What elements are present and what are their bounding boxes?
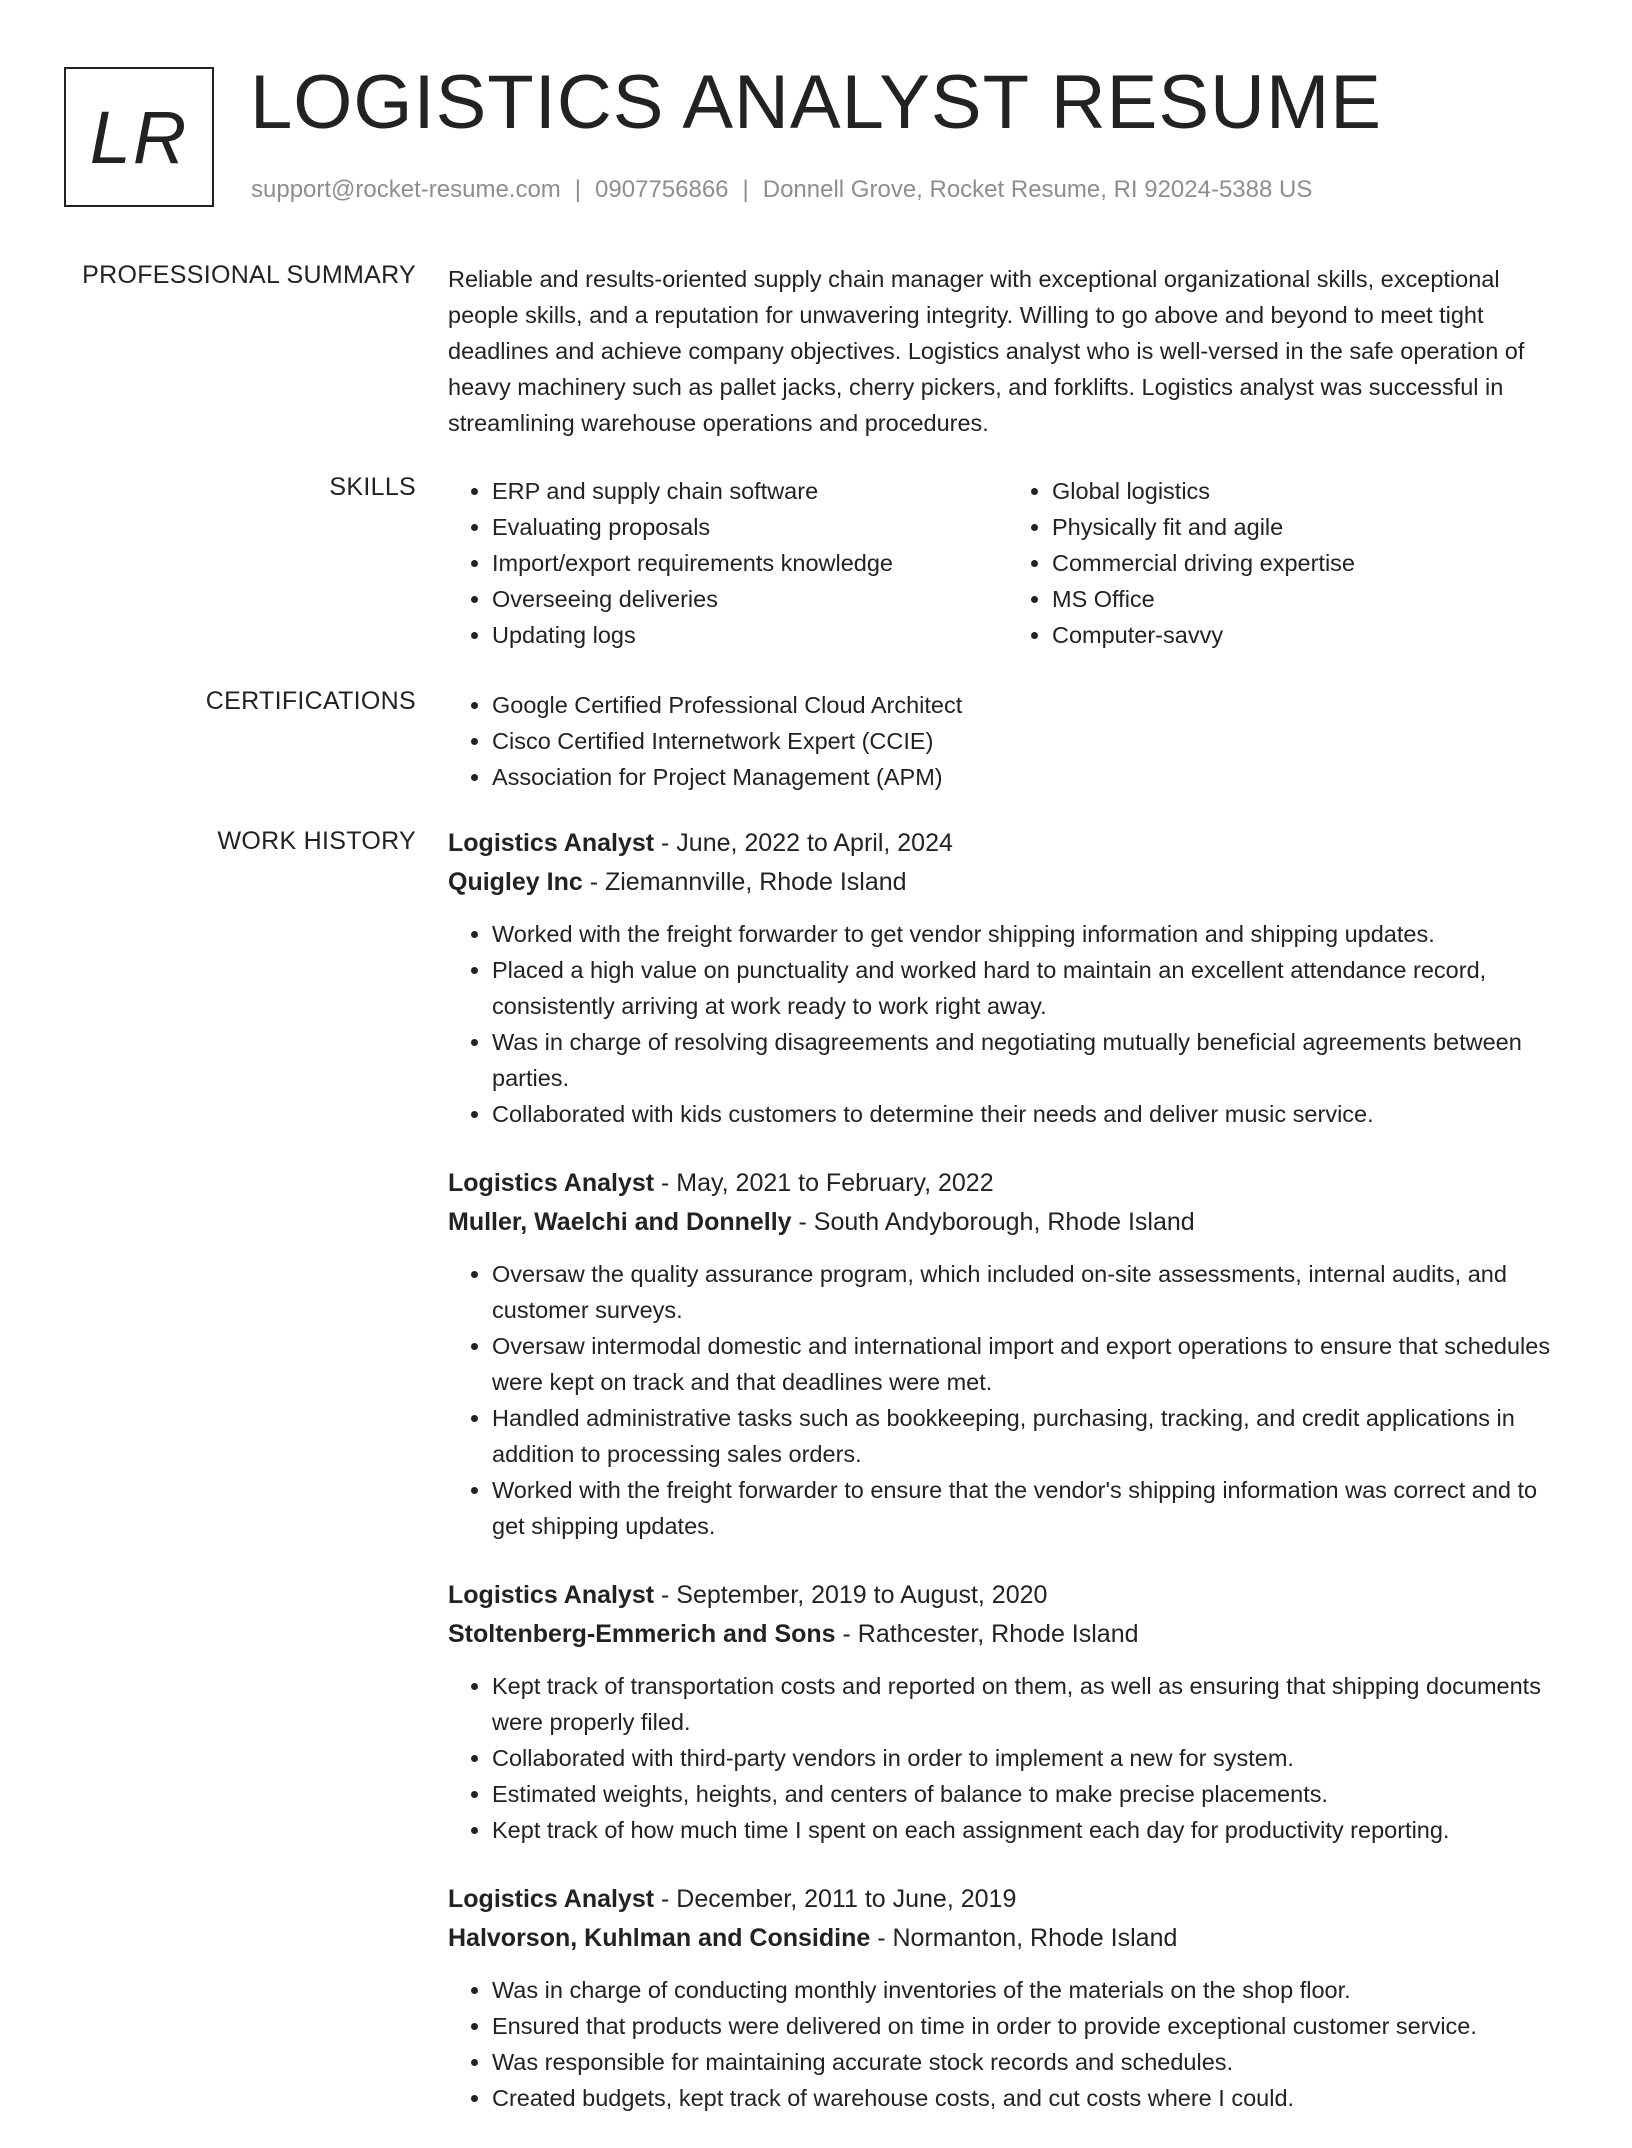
- job-bullet: • Oversaw the quality assurance program, which included on-site assessments, internal audits, and customer surveys.: [492, 1256, 1568, 1328]
- job-bullet: • Collaborated with kids customers to determine their needs and deliver music service.: [492, 1096, 1568, 1132]
- job-location: - Ziemannville, Rhode Island: [582, 868, 907, 896]
- job-dates: - December, 2011 to June, 2019: [654, 1885, 1017, 1913]
- skills-list-right: [1008, 473, 1568, 653]
- section-label-work-history: WORK HISTORY: [217, 827, 416, 855]
- job-company: Stoltenberg-Emmerich and Sons: [448, 1620, 836, 1648]
- job-bullet: • Kept track of transportation costs and reported on them, as well as ensuring that shipping documents were properly filed.: [492, 1668, 1568, 1740]
- job-dates: - September, 2019 to August, 2020: [654, 1581, 1048, 1609]
- job-bullet: • Ensured that products were delivered on time in order to provide exceptional customer service.: [492, 2008, 1568, 2044]
- job-bullet: • Placed a high value on punctuality and worked hard to maintain an excellent attendance record, consistently arriving at work ready to work right away.: [492, 952, 1568, 1024]
- resume-title: LOGISTICS ANALYST RESUME: [250, 60, 1382, 145]
- job-company-line: [448, 1919, 1568, 1958]
- job-dates: - June, 2022 to April, 2024: [654, 829, 953, 857]
- certification-item: • Cisco Certified Internetwork Expert (CCIE): [492, 723, 1568, 759]
- job-title: Logistics Analyst: [448, 1885, 655, 1913]
- skill-item: • Overseeing deliveries: [492, 581, 1008, 617]
- job-bullet: • Oversaw intermodal domestic and international import and export operations to ensure that schedules were kept on track and that deadlines were met.: [492, 1328, 1568, 1400]
- job-bullets: [448, 1256, 1568, 1544]
- certification-item: • Association for Project Management (APM): [492, 759, 1568, 795]
- skill-item: • Global logistics: [1052, 473, 1568, 509]
- skill-item: • Import/export requirements knowledge: [492, 545, 1008, 581]
- contact-phone: 0907756866: [595, 176, 729, 203]
- skill-item: • Commercial driving expertise: [1052, 545, 1568, 581]
- job-bullet: • Was in charge of conducting monthly inventories of the materials on the shop floor.: [492, 1972, 1568, 2008]
- contact-address: Donnell Grove, Rocket Resume, RI 92024-5388 US: [762, 176, 1313, 203]
- skill-item: • Computer-savvy: [1052, 617, 1568, 653]
- contact-email: support@rocket-resume.com: [251, 176, 561, 203]
- job-title-line: [448, 1164, 1568, 1203]
- section-label-skills: SKILLS: [329, 473, 416, 501]
- job-bullet: • Created budgets, kept track of warehouse costs, and cut costs where I could.: [492, 2080, 1568, 2116]
- job-bullets: [448, 1668, 1568, 1848]
- job-company-line: [448, 863, 1568, 902]
- skill-item: • Evaluating proposals: [492, 509, 1008, 545]
- section-label-certifications: CERTIFICATIONS: [205, 687, 416, 715]
- monogram-logo: LR: [64, 67, 214, 207]
- job-bullet: • Worked with the freight forwarder to ensure that the vendor's shipping information was correct and to get shipping updates.: [492, 1472, 1568, 1544]
- job-title: Logistics Analyst: [448, 1581, 655, 1609]
- job-bullet: • Was responsible for maintaining accurate stock records and schedules.: [492, 2044, 1568, 2080]
- summary-text: Reliable and results-oriented supply chain manager with exceptional organizational skills, exceptional people skills, and a reputation for unwavering integrity. Willing to go above and beyond to meet tight deadlines and achieve company objectives. Logistics analyst who is well-versed in the safe operation of heavy machinery such as pallet jacks, cherry pickers, and forklifts. Logistics analyst was successful in streamlining warehouse operations and procedures.: [448, 266, 1525, 436]
- job-title-line: [448, 824, 1568, 863]
- job-company: Quigley Inc: [448, 868, 583, 896]
- job-title: Logistics Analyst: [448, 829, 655, 857]
- job-entry: [448, 1576, 1568, 1848]
- contact-separator: |: [574, 176, 582, 203]
- certification-item: • Google Certified Professional Cloud Architect: [492, 687, 1568, 723]
- job-bullet: • Estimated weights, heights, and centers of balance to make precise placements.: [492, 1776, 1568, 1812]
- job-dates: - May, 2021 to February, 2022: [654, 1169, 994, 1197]
- job-entry: [448, 824, 1568, 1132]
- job-location: - South Andyborough, Rhode Island: [791, 1208, 1195, 1236]
- contact-line: [251, 176, 1312, 204]
- skill-item: • MS Office: [1052, 581, 1568, 617]
- job-bullet: • Kept track of how much time I spent on each assignment each day for productivity reporting.: [492, 1812, 1568, 1848]
- job-company: Muller, Waelchi and Donnelly: [448, 1208, 792, 1236]
- job-company: Halvorson, Kuhlman and Considine: [448, 1924, 871, 1952]
- job-location: - Normanton, Rhode Island: [870, 1924, 1178, 1952]
- skills-list-left: [448, 473, 1008, 653]
- job-company-line: [448, 1203, 1568, 1242]
- job-entry: [448, 1164, 1568, 1544]
- job-title-line: [448, 1880, 1568, 1919]
- job-bullet: • Handled administrative tasks such as bookkeeping, purchasing, tracking, and credit applications in addition to processing sales orders.: [492, 1400, 1568, 1472]
- job-bullets: [448, 916, 1568, 1132]
- section-label-summary: PROFESSIONAL SUMMARY: [82, 261, 416, 289]
- job-bullet: • Collaborated with third-party vendors in order to implement a new for system.: [492, 1740, 1568, 1776]
- job-company-line: [448, 1615, 1568, 1654]
- certifications-list: [448, 687, 1568, 795]
- job-bullets: [448, 1972, 1568, 2116]
- job-location: - Rathcester, Rhode Island: [835, 1620, 1139, 1648]
- skill-item: • Updating logs: [492, 617, 1008, 653]
- job-bullet: • Worked with the freight forwarder to get vendor shipping information and shipping updates.: [492, 916, 1568, 952]
- skill-item: • Physically fit and agile: [1052, 509, 1568, 545]
- job-title: Logistics Analyst: [448, 1169, 655, 1197]
- job-title-line: [448, 1576, 1568, 1615]
- job-bullet: • Was in charge of resolving disagreements and negotiating mutually beneficial agreements between parties.: [492, 1024, 1568, 1096]
- job-entry: [448, 1880, 1568, 2116]
- skill-item: • ERP and supply chain software: [492, 473, 1008, 509]
- contact-separator: |: [742, 176, 749, 203]
